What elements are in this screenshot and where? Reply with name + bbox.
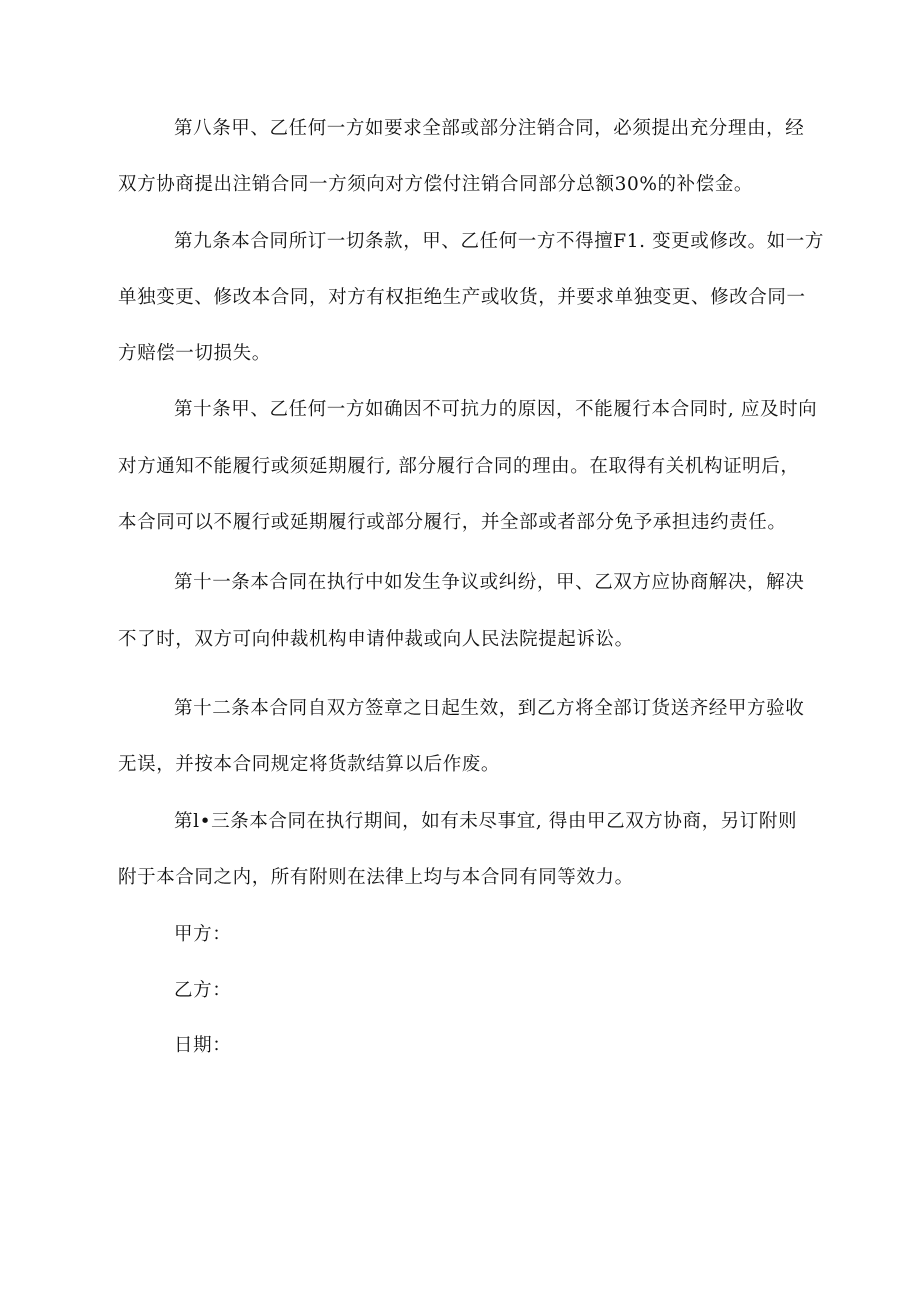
signature-party-b: 乙方： — [174, 980, 232, 1001]
article-12-line-1: 第十二条本合同自双方签章之日起生效，到乙方将全部订货送齐经甲方验收 — [174, 698, 805, 719]
article-9-line-1: 第九条本合同所订一切条款，甲、乙任何一方不得擅F1. 变更或修改。如一方 — [174, 231, 824, 252]
article-11-line-1: 第十一条本合同在执行中如发生争议或纠纷，甲、乙双方应协商解决，解决 — [174, 572, 805, 593]
article-9-line-2: 单独变更、修改本合同，对方有权拒绝生产或收货，并要求单独变更、修改合同一 — [118, 287, 806, 308]
article-13-line-2: 附于本合同之内，所有附则在法律上均与本合同有同等效力。 — [118, 867, 634, 888]
article-8-line-2: 双方协商提出注销合同一方须向对方偿付注销合同部分总额30%的补偿金。 — [118, 174, 754, 195]
article-12-line-2: 无误，并按本合同规定将货款结算以后作废。 — [118, 754, 501, 775]
article-13-line-1: 第l•三条本合同在执行期间，如有未尽事宜, 得由甲乙双方协商，另订附则 — [174, 811, 798, 832]
article-8-line-1: 第八条甲、乙任何一方如要求全部或部分注销合同，必须提出充分理由，经 — [174, 118, 805, 139]
signature-party-a: 甲方： — [174, 924, 232, 945]
article-11-line-2: 不了时，双方可向仲裁机构申请仲裁或向人民法院提起诉讼。 — [118, 629, 634, 650]
signature-date: 日期： — [174, 1035, 232, 1056]
article-9-line-3: 方赔偿一切损失。 — [118, 343, 271, 364]
article-10-line-2: 对方通知不能履行或须延期履行, 部分履行合同的理由。在取得有关机构证明后， — [118, 456, 800, 477]
article-10-line-3: 本合同可以不履行或延期履行或部分履行，并全部或者部分免予承担违约责任。 — [118, 512, 787, 533]
article-10-line-1: 第十条甲、乙任何一方如确因不可抗力的原因，不能履行本合同时, 应及时向 — [174, 399, 818, 420]
